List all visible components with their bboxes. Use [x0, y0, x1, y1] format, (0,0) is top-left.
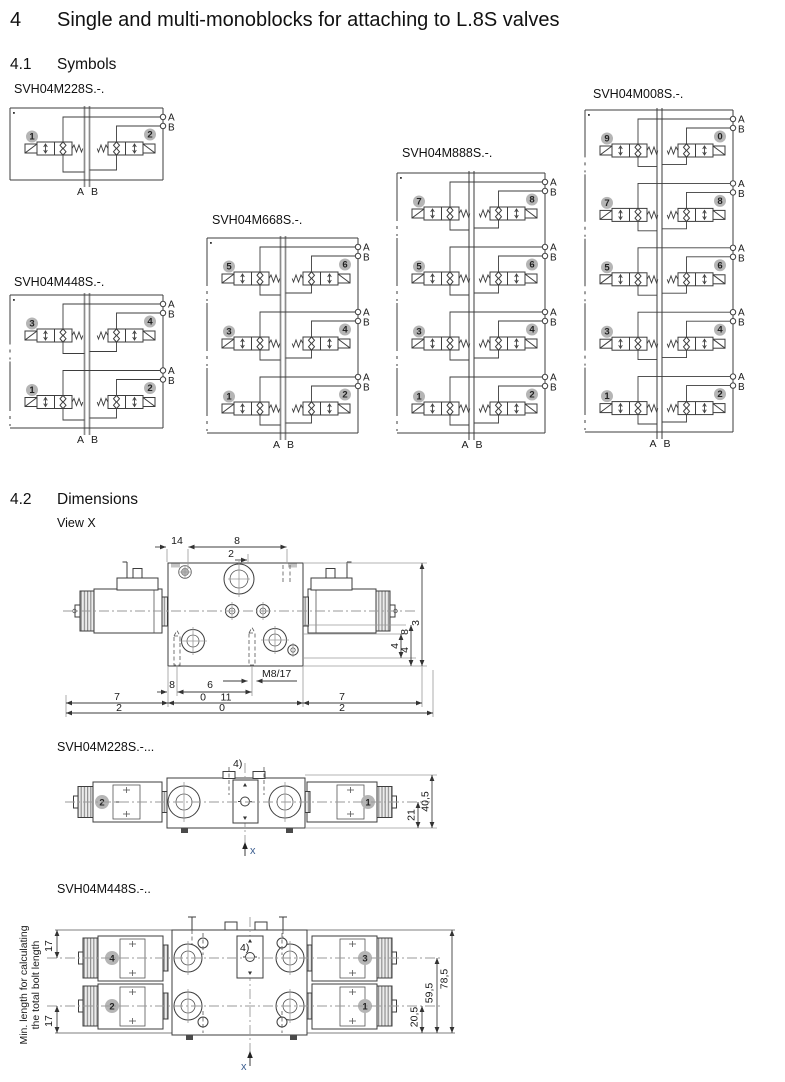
spring-icon [269, 405, 280, 412]
section-heading [10, 9, 560, 32]
symbol-label-m888: SVH04M888S.-. [402, 146, 493, 160]
spring-icon [479, 405, 490, 412]
port-a-connection [730, 181, 735, 186]
dim-label: 2 [116, 702, 122, 714]
m448-note [18, 925, 42, 1044]
valve-number: 0 [717, 131, 723, 143]
valve-number: 3 [416, 326, 422, 338]
view-x-marker: x [241, 1061, 247, 1073]
bolt-length-note-line1: Min. length for calculating [18, 925, 30, 1045]
port-b-connection [542, 318, 547, 323]
bottom-port-a-label: A [76, 434, 85, 446]
valve-number: 8 [529, 194, 535, 206]
subsection-title: Dimensions [57, 491, 138, 508]
port-b-label: B [738, 124, 745, 136]
port-b-label: B [550, 187, 557, 199]
port-a-connection [542, 309, 547, 314]
m448-left-dimensions [43, 930, 57, 1033]
m448-view-x-arrow [241, 1051, 253, 1073]
spring-icon [72, 145, 83, 152]
port-a-connection [542, 244, 547, 249]
dim-label: 78,5 [438, 968, 451, 990]
port-b-connection [730, 254, 735, 259]
m448-right-dimensions [409, 930, 453, 1033]
valve-number: 5 [226, 261, 232, 273]
thread-spec-label: M8/17 [262, 668, 292, 680]
callout-4: 4) [240, 942, 250, 954]
callout-4: 4) [233, 758, 243, 770]
dim-label: 0 [200, 691, 206, 704]
dim-label: 7 [339, 691, 345, 703]
port-a-label: A [363, 242, 370, 254]
dim-label: 14 [171, 535, 183, 547]
view-x-bottom-dimensions [66, 666, 433, 717]
spring-icon [97, 332, 108, 339]
dim-label: 3 [410, 620, 422, 626]
valve-number: 7 [416, 196, 422, 208]
port-b-connection [730, 383, 735, 388]
coil-number-bubble: 2 [99, 797, 105, 809]
port-b-label: B [738, 382, 745, 394]
dim-label: 40,5 [419, 791, 432, 812]
port-a-connection [355, 309, 360, 314]
symbol-label-m448: SVH04M448S.-. [14, 275, 105, 289]
spring-icon [72, 399, 83, 406]
port-a-label: A [550, 177, 557, 189]
port-a-label: A [738, 114, 745, 126]
port-a-connection [730, 245, 735, 250]
port-a-connection [160, 368, 165, 373]
spring-icon [269, 275, 280, 282]
subsection-title: Symbols [57, 56, 117, 73]
spring-icon [97, 145, 108, 152]
port-b-connection [542, 188, 547, 193]
valve-number: 1 [29, 385, 35, 396]
spring-icon [667, 405, 678, 412]
spring-icon [292, 340, 303, 347]
view-x-left-coil [73, 562, 168, 633]
port-a-connection [542, 179, 547, 184]
symbol-label-m228: SVH04M228S.-. [14, 82, 105, 96]
port-a-label: A [738, 372, 745, 384]
port-a-connection [160, 301, 165, 306]
view-x-right-coil [303, 562, 397, 633]
port-b-connection [160, 310, 165, 315]
port-b-label: B [363, 317, 370, 329]
valve-number: 6 [717, 260, 723, 272]
port-b-connection [355, 253, 360, 258]
dim-label: 11 [220, 691, 232, 704]
spring-icon [97, 399, 108, 406]
port-a-label: A [363, 307, 370, 319]
view-x-title: View X [57, 516, 96, 530]
port-a-label: A [738, 243, 745, 255]
valve-number: 7 [604, 197, 610, 209]
valve-number: 2 [147, 383, 153, 394]
valve-number: 8 [717, 195, 723, 207]
view-x-drawing [55, 535, 465, 720]
valve-number: 1 [604, 391, 610, 403]
port-b-connection [542, 383, 547, 388]
port-a-label: A [168, 299, 175, 311]
port-a-label: A [550, 372, 557, 384]
port-b-label: B [168, 376, 175, 387]
port-a-label: A [363, 372, 370, 384]
dim-label: 2 [228, 548, 234, 560]
port-a-connection [730, 116, 735, 121]
m228-dimension-drawing [55, 755, 467, 865]
symbol-diagram-m228 [8, 104, 190, 202]
dimension-label-m448: SVH04M448S.-.. [57, 882, 151, 896]
spring-icon [479, 275, 490, 282]
port-b-label: B [168, 309, 175, 321]
section-number: 4 [10, 9, 22, 31]
valve-number: 9 [604, 133, 610, 145]
port-b-label: B [363, 382, 370, 394]
spring-icon [269, 340, 280, 347]
port-b-connection [355, 383, 360, 388]
spring-icon [479, 210, 490, 217]
port-b-label: B [363, 252, 370, 264]
spring-icon [667, 340, 678, 347]
dim-label: 59,5 [423, 982, 436, 1004]
m448-dimension-drawing [10, 903, 478, 1078]
section-title: Single and multi-monoblocks for attaching to L.8S valves [57, 9, 560, 31]
bottom-port-b-label: B [286, 439, 295, 451]
spring-icon [72, 332, 83, 339]
valve-number: 4 [529, 324, 535, 336]
port-a-label: A [168, 112, 175, 124]
port-a-label: A [738, 307, 745, 319]
port-a-label: A [738, 178, 745, 190]
port-b-connection [355, 318, 360, 323]
symbol-label-m008: SVH04M008S.-. [593, 87, 684, 101]
view-x-marker: x [250, 845, 256, 857]
view-x-block [168, 561, 303, 666]
symbol-diagram-m668 [205, 234, 387, 454]
coil-number-bubble: 4 [109, 953, 115, 965]
port-b-connection [542, 253, 547, 258]
dim-label: 8 [169, 679, 175, 691]
port-b-label: B [738, 253, 745, 265]
subsection-number: 4.1 [10, 56, 32, 73]
valve-number: 6 [342, 259, 348, 271]
spring-icon [667, 147, 678, 154]
bottom-port-a-label: A [649, 438, 657, 450]
dim-label: 21 [405, 809, 418, 821]
valve-number: 5 [416, 261, 422, 273]
subsection-symbols-heading [10, 56, 116, 74]
bottom-port-b-label: B [475, 439, 483, 451]
valve-number: 3 [226, 326, 232, 338]
bottom-port-b-label: B [90, 434, 99, 446]
valve-number: 6 [529, 259, 535, 271]
m448-left-coils [79, 936, 169, 1029]
coil-number-bubble: 3 [362, 953, 368, 965]
port-b-connection [160, 377, 165, 382]
subsection-dimensions-heading [10, 491, 138, 509]
port-a-label: A [550, 242, 557, 254]
port-a-connection [730, 374, 735, 379]
port-b-connection [730, 319, 735, 324]
symbol-diagram-m448 [8, 291, 190, 451]
valve-number: 4 [342, 324, 348, 336]
bottom-port-b-label: B [663, 438, 671, 450]
valve-number: 1 [226, 391, 232, 403]
valve-number: 3 [29, 318, 35, 330]
spring-icon [479, 340, 490, 347]
spring-icon [292, 405, 303, 412]
valve-number: 2 [717, 389, 723, 401]
spring-icon [667, 211, 678, 218]
port-b-label: B [738, 317, 745, 329]
port-b-connection [160, 123, 165, 128]
bottom-port-a-label: A [461, 439, 469, 451]
bottom-port-a-label: A [76, 186, 85, 198]
dim-label: 7 [114, 691, 120, 703]
dimension-label-m228: SVH04M228S.-... [57, 740, 155, 754]
port-b-label: B [550, 252, 557, 264]
bottom-port-a-label: A [272, 439, 281, 451]
valve-number: 1 [29, 131, 35, 143]
port-b-connection [730, 190, 735, 195]
port-a-connection [355, 244, 360, 249]
port-b-label: B [550, 382, 557, 394]
spring-icon [292, 275, 303, 282]
port-a-connection [542, 374, 547, 379]
port-a-connection [160, 114, 165, 119]
m448-right-coils [307, 936, 397, 1029]
port-b-connection [730, 125, 735, 130]
dim-label: 2 [339, 702, 345, 714]
valve-number: 5 [604, 262, 610, 274]
valve-number: 3 [604, 326, 610, 338]
symbol-diagram-m008 [583, 106, 765, 454]
valve-number: 1 [416, 391, 422, 403]
port-b-label: B [738, 188, 745, 200]
dim-label: 4 [399, 647, 411, 653]
port-a-label: A [550, 307, 557, 319]
symbol-label-m668: SVH04M668S.-. [212, 213, 303, 227]
dim-label: 8 [399, 629, 411, 635]
valve-number: 2 [342, 389, 348, 401]
port-b-label: B [550, 317, 557, 329]
symbol-diagram-m888 [395, 169, 577, 454]
port-a-connection [730, 310, 735, 315]
dim-label: 4 [389, 643, 401, 649]
dim-label: 6 [207, 679, 213, 691]
spring-icon [667, 276, 678, 283]
dim-label: 20,5 [408, 1006, 421, 1028]
bottom-port-b-label: B [90, 186, 99, 198]
valve-number: 4 [717, 324, 723, 336]
coil-number-bubble: 1 [362, 1001, 368, 1013]
coil-number-bubble: 1 [365, 797, 371, 809]
dim-label: 17 [43, 940, 55, 952]
valve-number: 2 [529, 389, 535, 401]
dim-label: 0 [219, 702, 225, 714]
dim-label: 8 [234, 535, 240, 547]
port-b-label: B [168, 122, 175, 134]
m228-view-x-arrow [242, 842, 256, 857]
valve-number: 4 [147, 316, 153, 328]
coil-number-bubble: 2 [109, 1001, 115, 1013]
dim-label: 17 [43, 1015, 55, 1027]
port-a-connection [355, 374, 360, 379]
port-a-label: A [168, 366, 175, 377]
bolt-length-note-line2: the total bolt length [30, 940, 42, 1030]
subsection-number: 4.2 [10, 491, 32, 508]
valve-number: 2 [147, 129, 153, 141]
